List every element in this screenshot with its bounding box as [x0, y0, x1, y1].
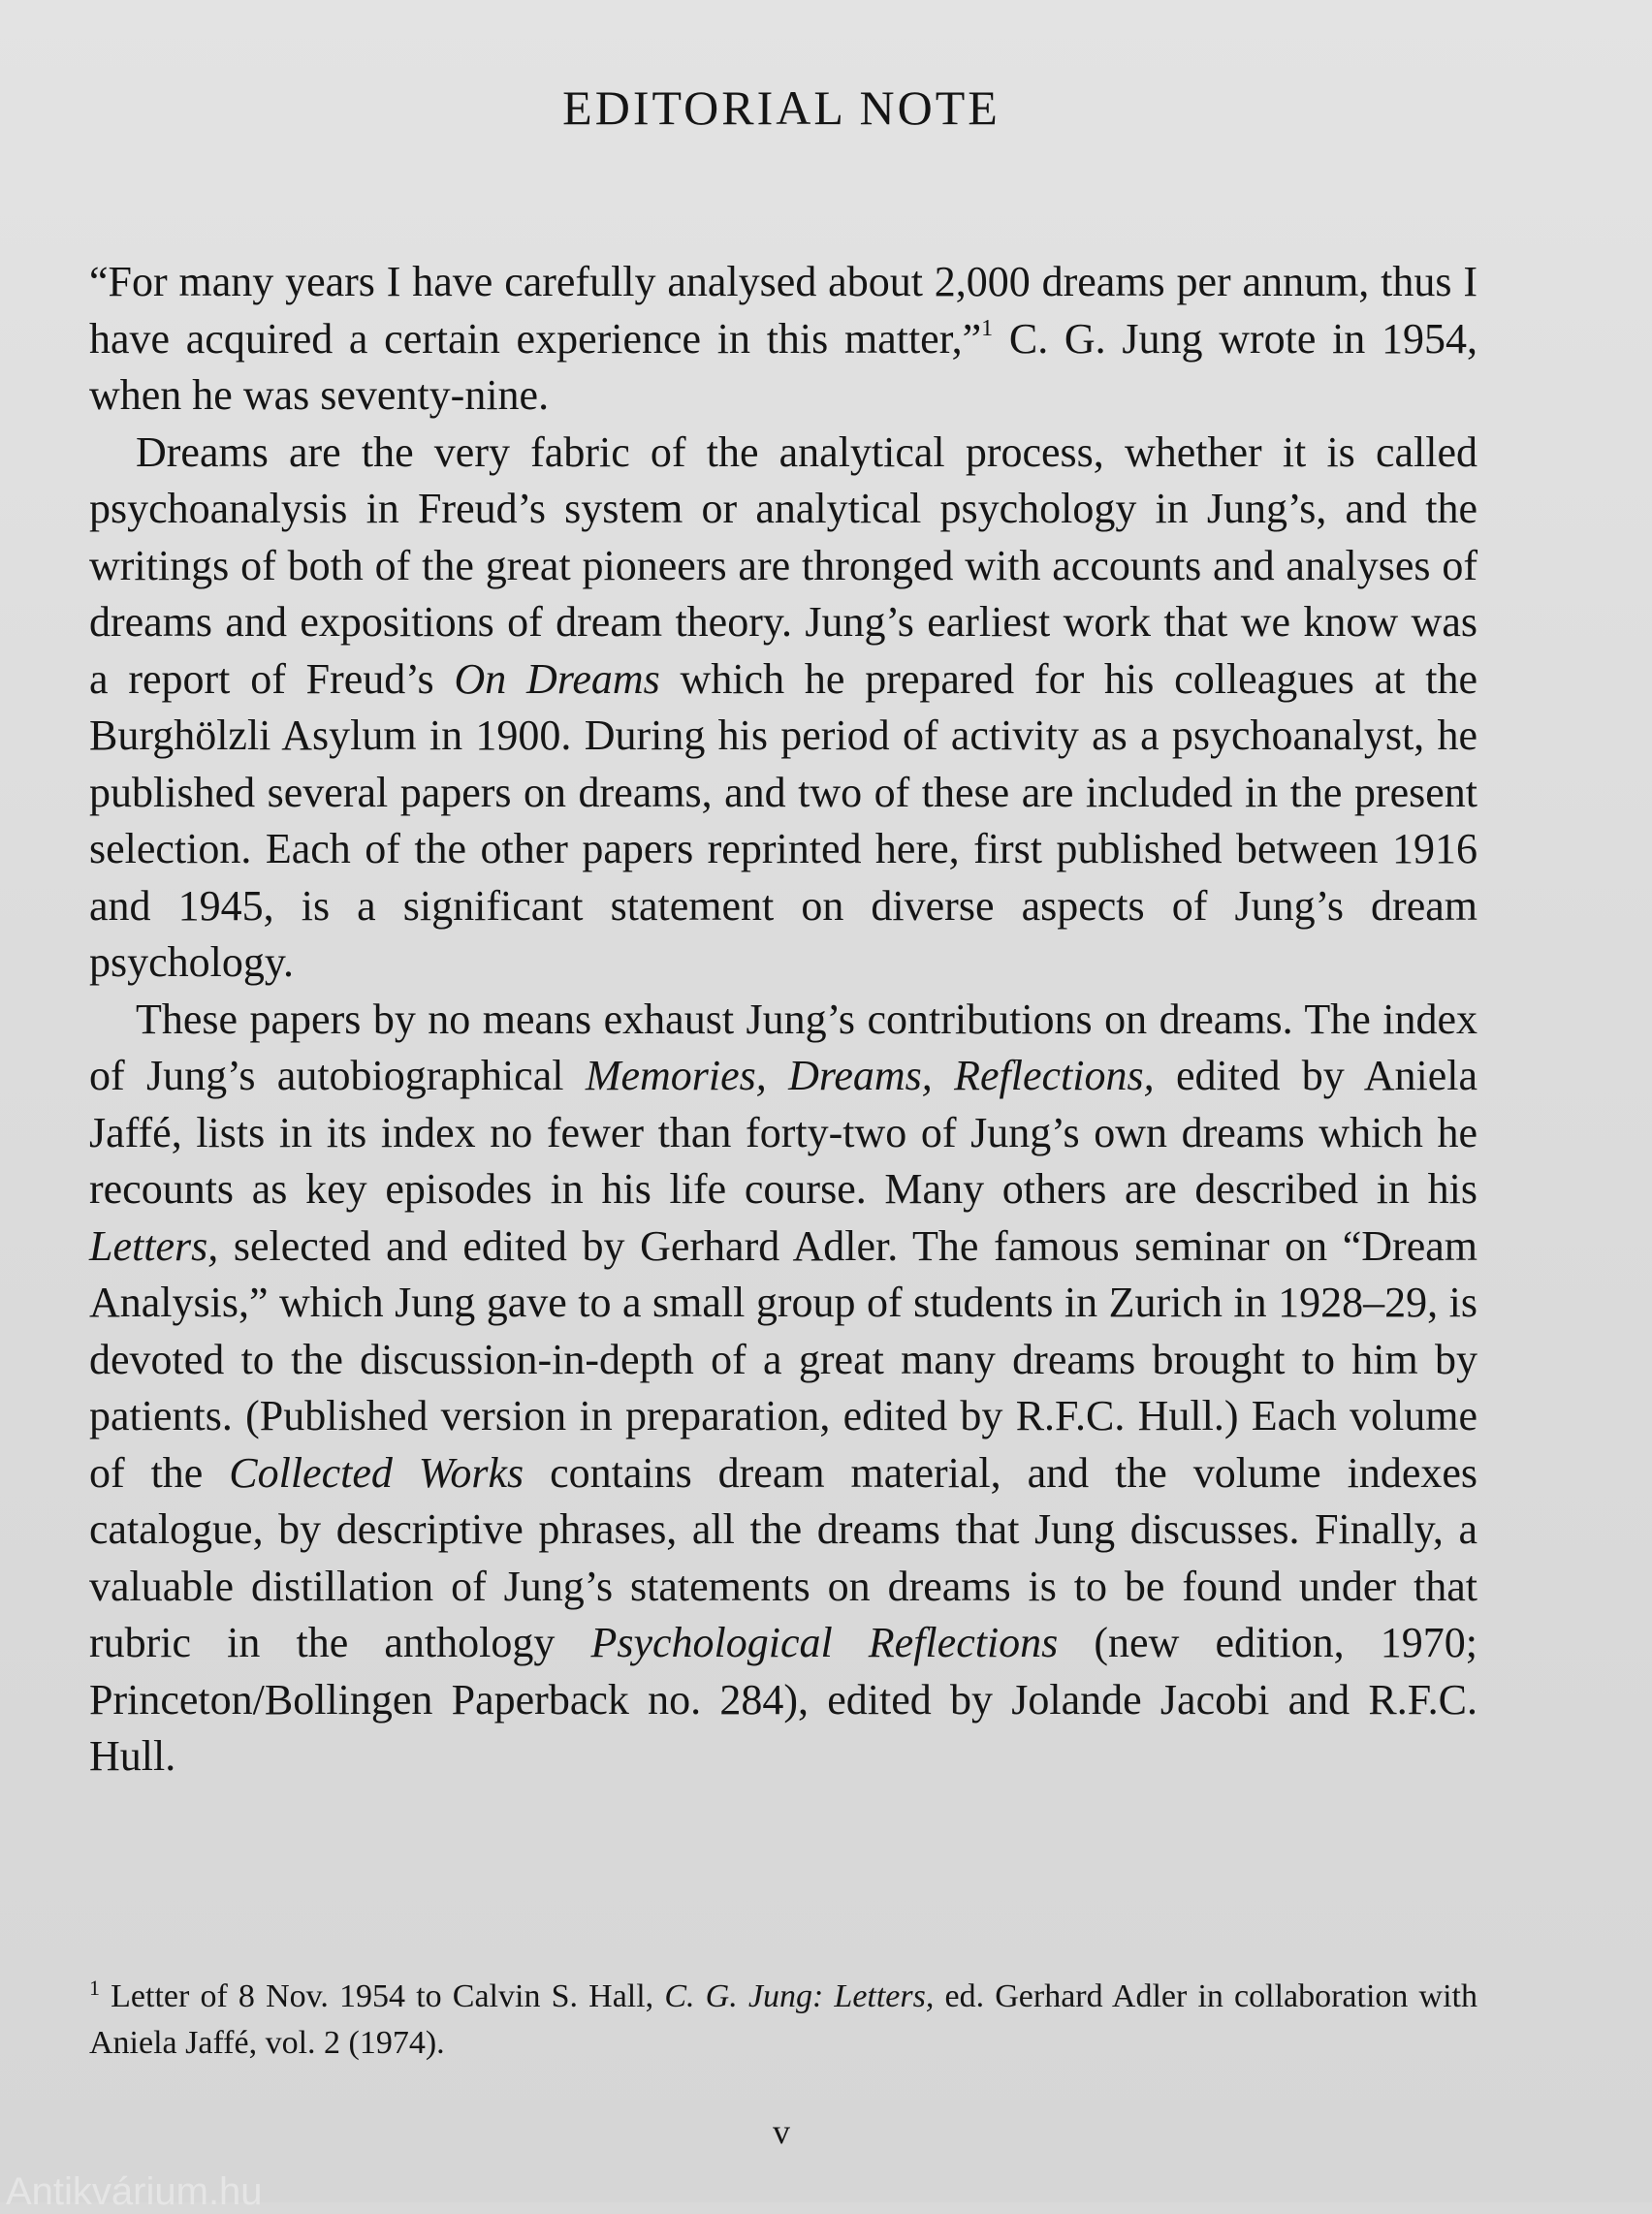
- footnote-text-b: ed. Gerhard Adler in collaboration with Aniela Jaffé, vol. 2 (1974).: [89, 1978, 1478, 2061]
- paragraph-3-italic-psychological-reflections: Psychological Reflections: [590, 1619, 1059, 1666]
- footnote-reference: 1: [981, 315, 994, 341]
- paragraph-3-text-c: selected and edited by Gerhard Adler. The famous seminar on “Dream Analysis,” which Jung gave to a small group of students in Zurich in 1928–29, is devoted to the discussion-in-depth of a great many dreams brought to him by patients. (Published version in preparation, edited by R.F.C. Hull.) Each volume of the: [89, 1221, 1477, 1497]
- paragraph-2: [89, 425, 1477, 992]
- paragraph-3-italic-letters: Letters,: [89, 1221, 219, 1270]
- paragraph-3-text-a: These papers by no means exhaust Jung’s contributions on dreams. The index of Jung’s autobiographical: [89, 995, 1477, 1099]
- paragraph-3-text-b: edited by Aniela Jaffé, lists in its index no fewer than forty-two of Jung’s own dreams which he recounts as key episodes in his life course. Many others are described in his: [89, 1052, 1477, 1213]
- paragraph-3-italic-memories: Memories, Dreams, Reflections,: [585, 1052, 1155, 1099]
- footnote-italic: C. G. Jung: Letters,: [664, 1978, 935, 2014]
- footnote-text-a: Letter of 8 Nov. 1954 to Calvin S. Hall,: [100, 1978, 665, 2014]
- paragraph-3-text-d: contains dream material, and the volume indexes catalogue, by descriptive phrases, all the dreams that Jung discusses. Finally, a valuable distillation of Jung’s statements on dreams is to be found under that rubric in the anthology: [89, 1448, 1477, 1666]
- paragraph-1-text-a: “For many years I have carefully analysed about 2,000 dreams per annum, thus I have acquired a certain experience in this matter,”: [89, 258, 1477, 363]
- watermark: Antikvárium.hu: [6, 2170, 263, 2213]
- footnote-number: 1: [89, 1976, 100, 2000]
- footnote: [89, 1974, 1477, 2067]
- paragraph-3-text-e: (new edition, 1970; Princeton/Bollingen Paperback no. 284), edited by Jolande Jacobi and R.F.C. Hull.: [89, 1619, 1477, 1780]
- page-title: EDITORIAL NOTE: [562, 80, 1001, 135]
- paragraph-2-text-b: which he prepared for his colleagues at the Burghölzli Asylum in 1900. During his period of activity as a psychoanalyst, he published several papers on dreams, and two of these are included in the present selection. Each of the other papers reprinted here, first published between 1916 and 1945, is a significant statement on diverse aspects of Jung’s dream psychology.: [89, 654, 1477, 986]
- paragraph-1-text-b: C. G. Jung wrote in 1954, when he was seventy-nine.: [89, 314, 1478, 419]
- paragraph-3-italic-collected-works: Collected Works: [229, 1448, 524, 1497]
- paragraph-2-italic-title: On Dreams: [454, 654, 660, 703]
- body-text: [89, 254, 1477, 1786]
- paragraph-1: [89, 254, 1477, 425]
- paragraph-2-text-a: Dreams are the very fabric of the analytical process, whether it is called psychoanalysis in Freud’s system or analytical psychology in Jung’s, and the writings of both of the great pioneers are thronged with accounts and analyses of dreams and expositions of dream theory. Jung’s earliest work that we know was a report of Freud’s: [89, 427, 1477, 703]
- paragraph-3: [89, 992, 1477, 1786]
- page-number: v: [773, 2112, 790, 2151]
